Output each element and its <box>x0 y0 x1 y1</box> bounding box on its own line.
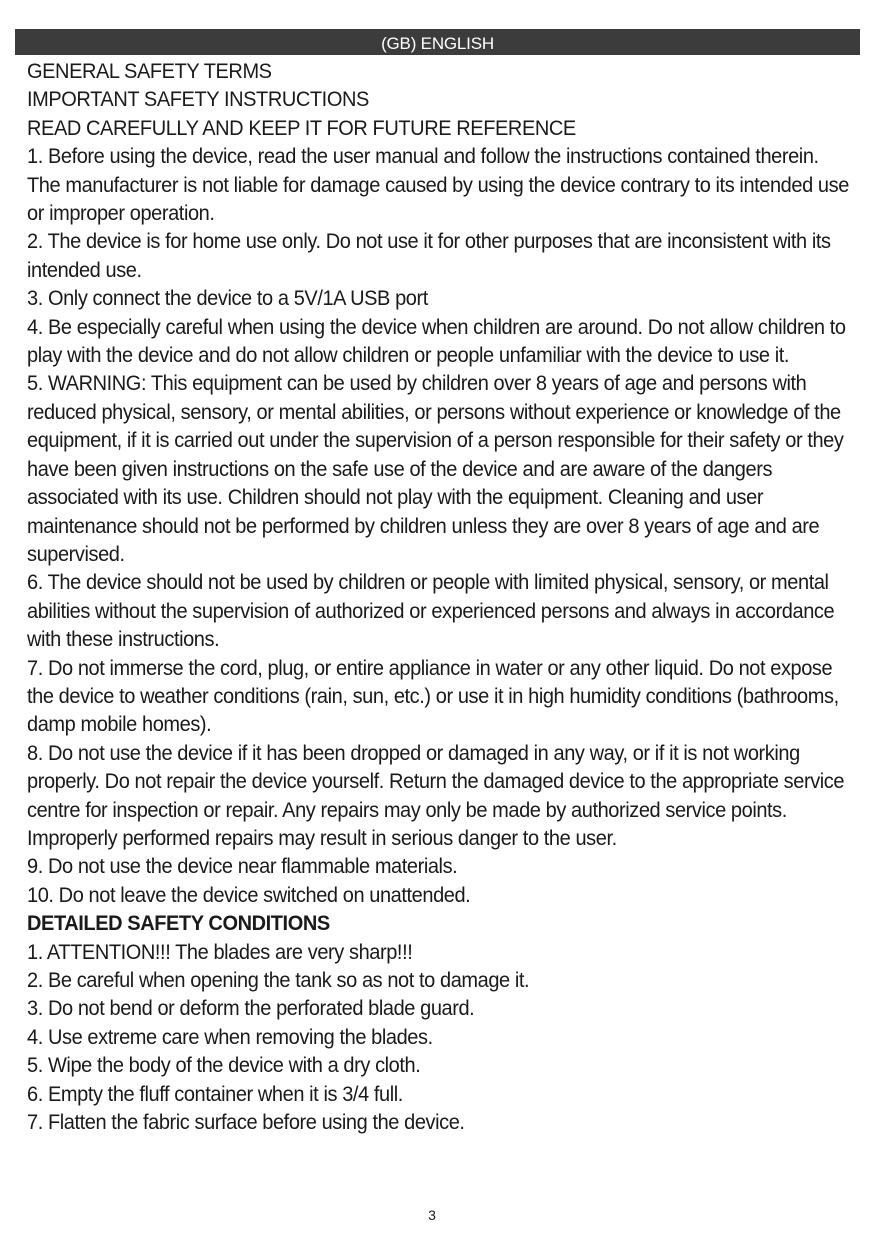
detailed-item-6: 6. Empty the fluff container when it is 3/4 full. <box>27 1081 403 1106</box>
page-number: 3 <box>428 1207 436 1223</box>
title-read-carefully: READ CAREFULLY AND KEEP IT FOR FUTURE REFERENCE <box>27 115 576 140</box>
detailed-item-5: 5. Wipe the body of the device with a dry cloth. <box>27 1053 421 1078</box>
general-item-5: 5. WARNING: This equipment can be used by children over 8 years of age and persons with reduced physical, sensory, or mental abilities, or persons without experience or knowledge of the equipment, if it is carried out under the supervision of a person responsible for their safety or they have been given instructions on the safe use of the device and are aware of the dangers associated with its use. Children should not play with the equipment. Cleaning and user maintenance should not be performed by children unless they are over 8 years of age and are supervised. <box>27 371 844 566</box>
general-item-1: 1. Before using the device, read the user manual and follow the instructions contained therein. The manufacturer is not liable for damage caused by using the device contrary to its intended use or improper operation. <box>27 144 849 226</box>
detailed-safety-heading: DETAILED SAFETY CONDITIONS <box>27 911 330 936</box>
detailed-item-1: 1. ATTENTION!!! The blades are very sharp!!! <box>27 939 413 964</box>
general-item-10: 10. Do not leave the device switched on unattended. <box>27 882 471 907</box>
general-item-2: 2. The device is for home use only. Do not use it for other purposes that are inconsistent with its intended use. <box>27 229 831 282</box>
safety-content <box>27 57 852 1136</box>
general-item-8: 8. Do not use the device if it has been dropped or damaged in any way, or if it is not working properly. Do not repair the device yourself. Return the damaged device to the appropriate service centre for inspection or repair. Any repairs may only be made by authorized service points. Improperly performed repairs may result in serious danger to the user. <box>27 740 845 850</box>
language-header-bar <box>15 29 860 55</box>
detailed-item-2: 2. Be careful when opening the tank so as not to damage it. <box>27 968 530 992</box>
general-item-4: 4. Be especially careful when using the device when children are around. Do not allow children to play with the device and do not allow children or people unfamiliar with the device to use it. <box>27 314 846 368</box>
detailed-item-7: 7. Flatten the fabric surface before using the device. <box>27 1110 465 1135</box>
general-item-3: 3. Only connect the device to a 5V/1A USB port <box>27 286 428 311</box>
title-general-safety-terms: GENERAL SAFETY TERMS <box>27 59 272 83</box>
general-item-9: 9. Do not use the device near flammable materials. <box>27 854 458 879</box>
title-important-safety-instructions: IMPORTANT SAFETY INSTRUCTIONS <box>27 87 369 112</box>
language-label: (GB) ENGLISH <box>381 34 494 53</box>
general-item-7: 7. Do not immerse the cord, plug, or entire appliance in water or any other liquid. Do not expose the device to weather conditions (rain, sun, etc.) or use it in high humidity conditions (bathrooms, damp mobile homes). <box>27 655 839 737</box>
detailed-item-3: 3. Do not bend or deform the perforated blade guard. <box>27 996 475 1021</box>
general-item-6: 6. The device should not be used by children or people with limited physical, sensory, or mental abilities without the supervision of authorized or experienced persons and always in accordance with these instructions. <box>27 570 835 652</box>
detailed-item-4: 4. Use extreme care when removing the blades. <box>27 1024 433 1049</box>
